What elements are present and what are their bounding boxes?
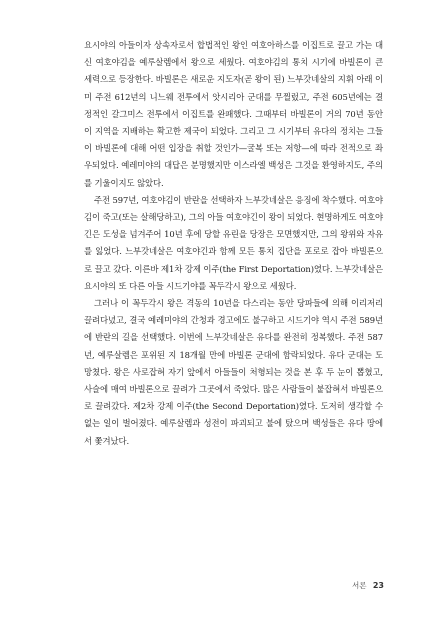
paragraph-1: 요시야의 아들이자 상속자로서 합법적인 왕인 여호아하스를 이집트로 끌고 가는 대신 여호야김을 예루살렘에서 왕으로 세웠다. 여호야김의 통치 시기에 바빌론이 큰 세력으로 등장한다. 바빌론은 새로운 지도자(곧 왕이 된) 느부갓네살의 지휘 아래 이미 주전 612년의 니느웨 전투에서 앗시리아 군대를 무찔렀고, 주전 605년에는 결정적인 갈그미스 전투에서 이집트를 완패했다. 그때부터 바빌론이 거의 70년 동안 이 지역을 지배하는 확고한 제국이 되었다. 그리고 그 시기부터 유다의 정치는 그들이 바빌론에 대해 어떤 입장을 취할 것인가—굴복 또는 저항—에 따라 전적으로 좌우되었다. 예레미야의 대답은 분명했지만 이스라엘 백성은 그것을 환영하지도, 주의를 기울이지도 않았다.: [84, 40, 383, 188]
paragraph-2: 주전 597년, 여호야김이 반란을 선택하자 느부갓네살은 응징에 착수했다. 여호야김이 죽고(또는 살해당하고), 그의 아들 여호야긴이 왕이 되었다. 현명하게도 여호야긴은 도성을 넘겨주어 10년 후에 당할 유린을 당장은 모면했지만, 그의 왕위와 자유를 잃었다. 느부갓네살은 여호야긴과 함께 모든 통치 집단을 포로로 잡아 바빌론으로 끌고 갔다. 이른바 제1차 강제 이주(the First Deportation)였다. 느부갓네살은 요시야의 또 다른 아들 시드기야를 꼭두각시 왕으로 세웠다.: [84, 194, 384, 291]
page-number: 23: [372, 581, 384, 590]
section-label: 서론: [351, 581, 367, 590]
paragraph-3: 그러나 이 꼭두각시 왕은 격동의 10년을 다스리는 동안 당파들에 의해 이리저리 끌려다녔고, 결국 예레미야의 간청과 경고에도 불구하고 시드기야 역시 주전 589년에 반란의 길을 선택했다. 이번에 느부갓네살은 유다를 완전히 정복했다. 주전 587년, 예루살렘은 포위된 지 18개월 만에 바빌론 군대에 함락되었다. 유다 군대는 도망쳤다. 왕은 사로잡혀 자기 앞에서 아들들이 처형되는 것을 본 후 두 눈이 뽑혔고, 사슬에 매여 바빌론으로 끌려가 그곳에서 죽었다. 많은 사람들이 붙잡혀서 바빌론으로 끌려갔다. 제2차 강제 이주(the Second Deportation)였다. 도저히 생각할 수 없는 일이 벌어졌다. 예루살렘과 성전이 파괴되고 불에 탔으며 백성들은 유다 땅에서 쫓겨났다.: [84, 298, 383, 446]
page-footer: [352, 580, 384, 591]
body-text: [84, 37, 383, 450]
